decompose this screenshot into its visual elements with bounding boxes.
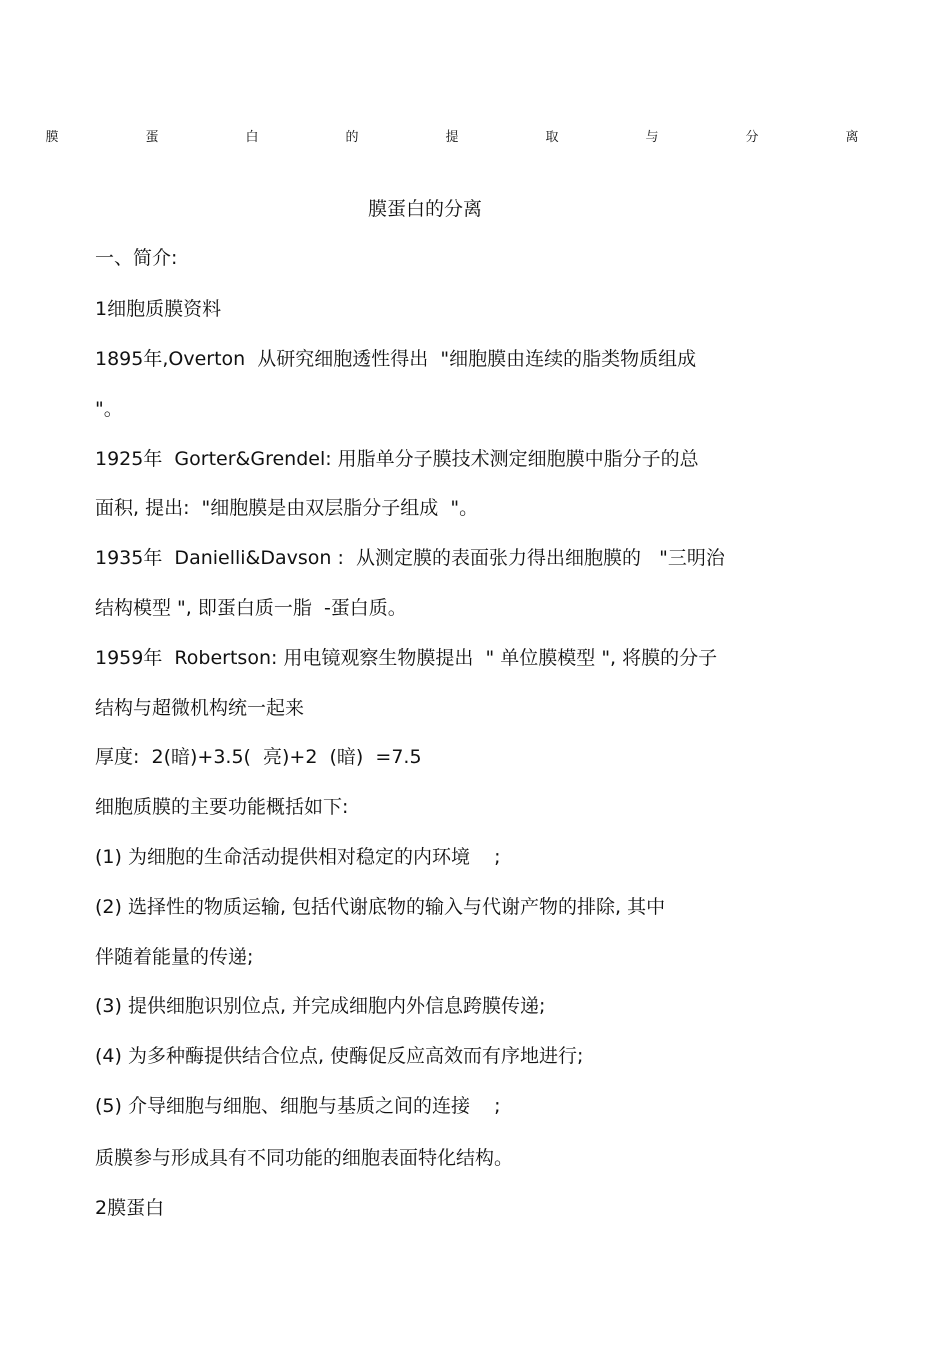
title-char: 离 bbox=[845, 130, 859, 145]
paragraph-line: 1925年 Gorter&Grendel: 用脂单分子膜技术测定细胞膜中脂分子的总 bbox=[95, 448, 699, 470]
title-char: 的 bbox=[345, 130, 359, 145]
intro-heading: 一、简介: bbox=[95, 247, 178, 269]
paragraph-line: 厚度: 2(暗)+3.5( 亮)+2 (暗) =7.5 bbox=[95, 746, 422, 768]
paragraph-line: 面积, 提出: "细胞膜是由双层脂分子组成 "。 bbox=[95, 497, 479, 519]
title-char: 提 bbox=[445, 130, 459, 145]
paragraph-line: 结构模型 ", 即蛋白质一脂 -蛋白质。 bbox=[95, 597, 407, 619]
paragraph-line: 1935年 Danielli&Davson : 从测定膜的表面张力得出细胞膜的 "三明治 bbox=[95, 547, 725, 569]
paragraph-line: 1895年,Overton 从研究细胞透性得出 "细胞膜由连续的脂类物质组成 bbox=[95, 348, 697, 370]
list-item: 伴随着能量的传递; bbox=[95, 946, 254, 968]
paragraph-line: 细胞质膜的主要功能概括如下: bbox=[95, 796, 349, 818]
list-item: (3) 提供细胞识别位点, 并完成细胞内外信息跨膜传递; bbox=[95, 995, 546, 1017]
list-item: (5) 介导细胞与细胞、细胞与基质之间的连接 ; bbox=[95, 1095, 501, 1117]
paragraph-line: "。 bbox=[95, 398, 123, 420]
paragraph-line: 结构与超微机构统一起来 bbox=[95, 697, 305, 719]
paragraph-line: 质膜参与形成具有不同功能的细胞表面特化结构。 bbox=[95, 1147, 514, 1169]
title-char: 膜 bbox=[45, 130, 59, 145]
list-item: (1) 为细胞的生命活动提供相对稳定的内环境 ; bbox=[95, 846, 501, 868]
title-char: 蛋 bbox=[145, 130, 159, 145]
title-char: 与 bbox=[645, 130, 659, 145]
paragraph-line: 1959年 Robertson: 用电镜观察生物膜提出 " 单位膜模型 ", 将膜的分子 bbox=[95, 647, 718, 669]
title-char: 白 bbox=[245, 130, 259, 145]
list-item: (2) 选择性的物质运输, 包括代谢底物的输入与代谢产物的排除, 其中 bbox=[95, 896, 666, 918]
section-heading: 膜蛋白的分离 bbox=[367, 198, 482, 220]
title-char: 取 bbox=[545, 130, 559, 145]
spaced-document-title bbox=[42, 128, 862, 148]
subsection-heading: 2膜蛋白 bbox=[95, 1197, 165, 1219]
subsection-heading: 1细胞质膜资料 bbox=[95, 298, 222, 320]
title-char: 分 bbox=[745, 130, 759, 145]
list-item: (4) 为多种酶提供结合位点, 使酶促反应高效而有序地进行; bbox=[95, 1045, 584, 1067]
